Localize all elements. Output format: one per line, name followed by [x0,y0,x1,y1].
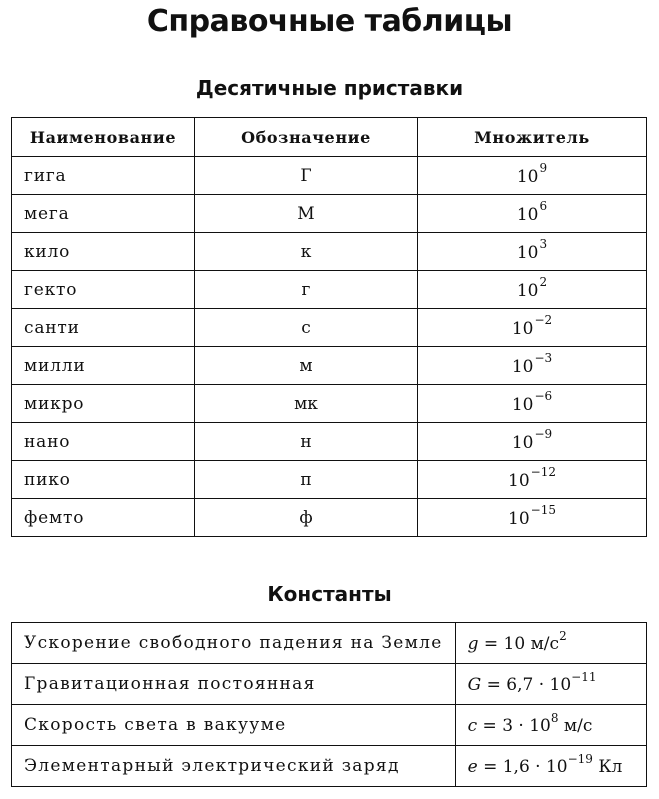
multiplier-exponent: 6 [539,199,548,214]
table-row [12,423,647,461]
constant-value [455,623,646,664]
constants-table [11,622,647,787]
constant-exponent: 2 [559,628,567,643]
multiplier-exponent: −9 [534,427,553,442]
prefix-multiplier [418,385,647,423]
constant-exponent: 8 [550,710,559,725]
prefix-symbol: ф [195,499,418,537]
prefix-name: пико [12,461,195,499]
prefix-name: мега [12,195,195,233]
multiplier-base: 10 [511,394,534,415]
header-multiplier: Множитель [418,118,647,157]
prefixes-heading: Десятичные приставки [195,76,464,100]
prefix-symbol: мк [195,385,418,423]
prefix-name: санти [12,309,195,347]
multiplier-exponent: 3 [539,237,548,252]
page-title: Справочные таблицы [146,4,513,39]
constant-equation: = 3 · 10 [477,716,551,737]
prefix-name: кило [12,233,195,271]
constant-name: Элементарный электрический заряд [12,746,456,787]
multiplier-exponent: −2 [534,313,553,328]
constant-equation: = 1,6 · 10 [477,757,568,778]
table-row [12,195,647,233]
constant-symbol: G [467,675,482,696]
multiplier-base: 10 [516,166,539,187]
multiplier-base: 10 [511,318,534,339]
multiplier-base: 10 [516,242,539,263]
multiplier-exponent: −12 [530,465,556,480]
multiplier-base: 10 [516,280,539,301]
table-row [12,705,647,746]
prefix-multiplier [418,195,647,233]
prefix-name: фемто [12,499,195,537]
multiplier-base: 10 [508,508,530,529]
prefix-symbol: м [195,347,418,385]
constant-value [455,746,646,787]
constant-unit: Кл [592,757,623,778]
multiplier-exponent: −6 [534,389,553,404]
constant-name: Скорость света в вакууме [12,705,456,746]
multiplier-base: 10 [516,204,539,225]
prefix-symbol: н [195,423,418,461]
prefix-name: нано [12,423,195,461]
prefix-symbol: г [195,271,418,309]
prefix-symbol: М [195,195,418,233]
table-row [12,271,647,309]
prefix-symbol: Г [195,157,418,195]
constant-value [455,664,646,705]
prefix-multiplier [418,271,647,309]
table-row [12,623,647,664]
table-row [12,499,647,537]
constant-value [455,705,646,746]
table-row [12,746,647,787]
prefix-multiplier [418,423,647,461]
prefix-name: гекто [12,271,195,309]
multiplier-base: 10 [511,432,534,453]
multiplier-exponent: 2 [539,275,548,290]
prefix-multiplier [418,157,647,195]
constant-exponent: −19 [567,751,593,766]
multiplier-exponent: −15 [530,503,556,518]
prefix-symbol: с [195,309,418,347]
prefix-name: микро [12,385,195,423]
constant-unit: м/с [558,716,593,737]
prefix-name: милли [12,347,195,385]
prefix-multiplier [418,233,647,271]
constant-name: Гравитационная постоянная [12,664,456,705]
prefix-symbol: п [195,461,418,499]
prefix-multiplier [418,499,647,537]
constant-symbol: g [467,634,479,655]
table-row [12,461,647,499]
table-row [12,664,647,705]
header-name: Наименование [12,118,195,157]
constant-exponent: −11 [571,669,597,684]
prefix-multiplier [418,461,647,499]
constants-heading: Константы [267,582,392,606]
multiplier-exponent: −3 [534,351,553,366]
table-row [12,233,647,271]
constant-name: Ускорение свободного падения на Земле [12,623,456,664]
table-row [12,385,647,423]
prefixes-header-row [12,118,647,157]
multiplier-exponent: 9 [539,161,548,176]
table-row [12,309,647,347]
constant-equation: = 6,7 · 10 [481,675,572,696]
constant-symbol: c [467,716,478,737]
prefix-name: гига [12,157,195,195]
table-row [12,347,647,385]
prefix-symbol: к [195,233,418,271]
table-row [12,157,647,195]
constant-symbol: e [467,757,478,778]
constant-equation: = 10 м/с [478,634,560,655]
multiplier-base: 10 [508,470,530,491]
multiplier-base: 10 [511,356,534,377]
header-symbol: Обозначение [195,118,418,157]
prefix-multiplier [418,309,647,347]
prefixes-table [11,117,647,537]
prefix-multiplier [418,347,647,385]
